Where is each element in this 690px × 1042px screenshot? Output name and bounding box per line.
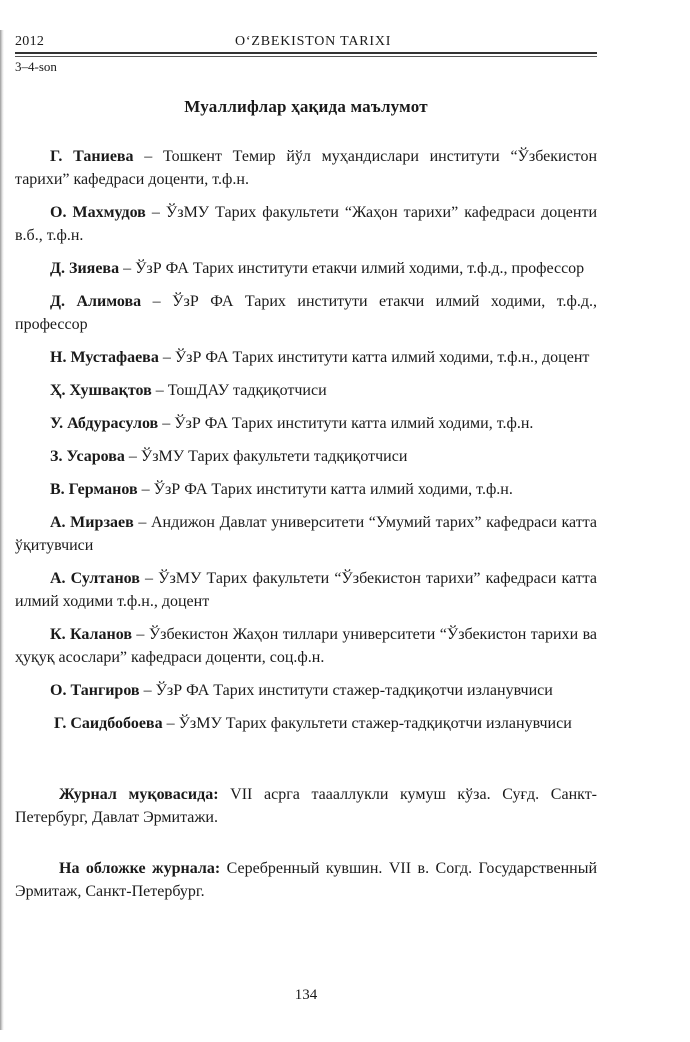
cover-note-ru (15, 857, 597, 903)
author-description: ЎзР ФА Тарих институти стажер-тадқиқотчи изланувчиси (155, 682, 553, 699)
cover-notes (15, 783, 597, 903)
author-description: ЎзМУ Тарих факультети тадқиқотчиси (140, 448, 408, 465)
author-name: А. Мирзаев (50, 514, 134, 531)
author-dash: – (141, 293, 173, 310)
author-description: ЎзР ФА Тарих институти етакчи илмий ходими, т.ф.д., профессор (135, 260, 585, 277)
running-header (15, 34, 597, 52)
author-description: ЎзМУ Тарих факультети стажер-тадқиқотчи изланувчиси (178, 715, 572, 732)
author-description: ЎзМУ Тарих факультети “Ўзбекистон тарихи” кафедраси катта илмий ходими т.ф.н., доцент (15, 570, 598, 610)
author-name: З. Усарова (50, 448, 125, 465)
author-description: Ўзбекистон Жаҳон тиллари университети “Ўзбекистон тарихи ва ҳуқуқ асослари” кафедраси доценти, соц.ф.н. (15, 626, 598, 666)
author-dash: – (162, 715, 179, 732)
author-name: В. Германов (50, 481, 138, 498)
author-dash: – (158, 349, 175, 366)
author-name: К. Каланов (50, 626, 132, 643)
author-name: О. Махмудов (50, 204, 146, 221)
cover-note-uz (15, 783, 597, 829)
author-dash: – (137, 481, 154, 498)
author-name: Н. Мустафаева (50, 349, 159, 366)
author-entry (15, 412, 597, 435)
page-content (15, 97, 597, 931)
cover-label-uz: Журнал муқовасида: (59, 786, 219, 803)
author-entry (15, 445, 597, 468)
header-year: 2012 (15, 34, 45, 49)
author-name: Д. Алимова (50, 293, 142, 310)
author-dash: – (158, 415, 175, 432)
author-entry (15, 567, 597, 613)
author-name: А. Султанов (50, 570, 140, 587)
author-dash: – (133, 514, 151, 531)
author-name: У. Абдурасулов (50, 415, 159, 432)
author-dash: – (139, 570, 159, 587)
page-title: Муаллифлар ҳақида маълумот (184, 97, 428, 116)
author-entry (15, 201, 597, 247)
author-description: Тошкент Темир йўл муҳандислари институти “Ўзбекистон тарихи” кафедраси доценти, т.ф.н. (15, 148, 598, 188)
author-entry (15, 290, 597, 336)
author-description: ЎзР ФА Тарих институти катта илмий ходими, т.ф.н., доцент (174, 349, 590, 366)
author-entry (15, 478, 597, 501)
author-name: Г. Таниева (50, 148, 134, 165)
author-list (15, 145, 597, 735)
author-dash: – (133, 148, 164, 165)
cover-text-ru: Серебренный кувшин. VII в. Согд. Государственный Эрмитаж, Санкт-Петербург. (15, 860, 598, 900)
author-name: Ҳ. Хушвақтов (50, 382, 152, 399)
author-entry (15, 511, 597, 557)
author-entry (15, 679, 597, 702)
author-entry (15, 145, 597, 191)
author-dash: – (145, 204, 166, 221)
header-journal-title: O‘ZBEKISTON TARIXI (235, 34, 392, 49)
header-issue: 3–4-son (15, 59, 57, 74)
author-name: Г. Саидбобоева (54, 715, 163, 732)
author-description: ТошДАУ тадқиқотчиси (167, 382, 327, 399)
cover-label-ru: На обложке журнала: (59, 860, 221, 877)
author-dash: – (124, 448, 141, 465)
author-dash: – (151, 382, 168, 399)
author-entry (15, 712, 597, 735)
author-entry (15, 346, 597, 369)
author-description: ЎзМУ Тарих факультети “Жаҳон тарихи” кафедраси доценти в.б., т.ф.н. (15, 204, 598, 244)
cover-text-uz: VII асрга таааллукли кумуш кўза. Суғд. Санкт-Петербург, Давлат Эрмитажи. (15, 786, 598, 826)
author-name: О. Тангиров (50, 682, 140, 699)
author-description: ЎзР ФА Тарих институти катта илмий ходими, т.ф.н. (153, 481, 513, 498)
author-entry (15, 257, 597, 280)
header-rule (15, 52, 597, 54)
author-description: ЎзР ФА Тарих институти етакчи илмий ходими, т.ф.д., профессор (15, 293, 598, 333)
author-dash: – (139, 682, 156, 699)
header-rule-thin (15, 56, 597, 57)
author-name: Д. Зияева (50, 260, 120, 277)
author-entry (15, 623, 597, 669)
author-description: ЎзР ФА Тарих институти катта илмий ходими, т.ф.н. (174, 415, 534, 432)
author-description: Андижон Давлат университети “Умумий тарих” кафедраси катта ўқитувчиси (15, 514, 598, 554)
page-number: 134 (294, 987, 318, 1003)
scan-edge-shadow (0, 30, 4, 1030)
author-dash: – (119, 260, 136, 277)
author-dash: – (132, 626, 149, 643)
author-entry (15, 379, 597, 402)
